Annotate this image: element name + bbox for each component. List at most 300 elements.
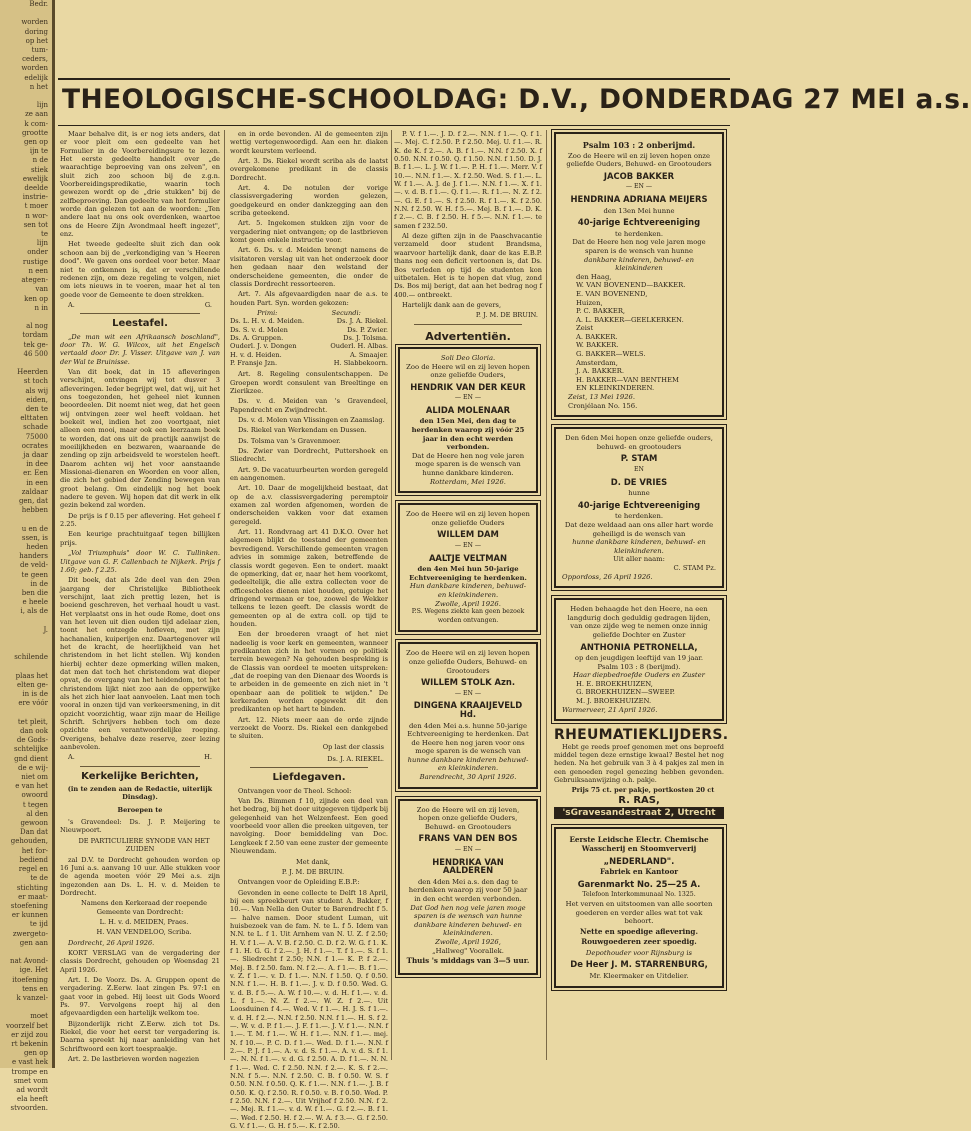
spine-text-line: ela heeft [17, 1095, 48, 1104]
paragraph: Hartelijk dank aan de gevers, [402, 300, 502, 309]
spine-text-line: n het [29, 82, 48, 91]
signature [68, 753, 212, 761]
delegate-secundus: H. Slabbekoorn. [333, 358, 388, 367]
spine-text-line: onder [27, 248, 48, 257]
ad-text: Zoo de Heere wil en zij leven hopen onze geliefde Ouders [406, 510, 530, 527]
spine-text-line: tordam [22, 331, 48, 340]
delegates-row [230, 351, 388, 359]
spine-text-line: schilende [14, 653, 48, 662]
ad-conjunction: — EN — [454, 542, 482, 549]
paragraph: „De man wit een Afrikaansch boschland", door Th. W. G. Wilcox, uit het Engelsch vertaald door Dr. J. Visser. Uitgave van J. van der Wal te Bruinisse. [60, 332, 220, 366]
delegates-table [230, 309, 388, 367]
ad-motto: Psalm 103 : 2 onberijmd. [582, 140, 696, 150]
rheumatiek-price: Prijs 75 ct. per pakje, portkosten 20 ct [571, 786, 715, 795]
paragraph: L. H. v. d. MEIDEN, Praes. [99, 917, 189, 926]
delegate-primus: P. Fransje Jzn. [230, 358, 278, 367]
ad-name: De Heer J. M. STARRENBURG, [570, 959, 708, 970]
beroepen-title: Beroepen te [117, 805, 163, 814]
paragraph: Dit boek, dat als 2de deel van den 29en jaargang der Christelijke Bibliotheek verschijnt, laat zich prettig lezen, het is boeiend geschreven, het verhaal houdt u vast. Het verplaatst ons in het oude Rome, doet ons van het leven uit dien ouden tijd adelaar zien, toont het ontzegde hofleven, met zijn hachanalien, kuiperijen enz. Daartegenover wil het de kracht, de heerlijkheid van het christendom in het licht stellen. Wij konden hierbij echter deze opmerking willen maken, dat men dat toch het christendom wat dieper opvat, de overgang van het heidendom, tot het christendom lijkt niet zoo aan de opperwijke als het zich hier laat aanvoelen. Laat men toch vooral in onzen tijd van verkeersmening, in dit opzicht voorzichtig, waar zijn maar de Heilige Schrift. Schrijvers hebben toch om deze opzichte een verantwoordelijke roeping. Overigens, behalve deze reserve, zeer lezing aanbevolen. [60, 576, 220, 752]
spine-text-line: Heerden [17, 368, 48, 377]
paragraph: 's Gravendeel: Ds. J. P. Meijering te Nieuwpoort. [60, 818, 220, 835]
intro-article [60, 130, 220, 309]
spine-text-line [0, 948, 52, 957]
column-separator [224, 130, 225, 1060]
paragraph: Ontvangen voor de Theol. School: [238, 786, 352, 795]
spine-text-line: stoefening [10, 901, 48, 910]
spine-text-line: stvoorden. [10, 1104, 48, 1113]
paragraph: De prijs is f 0.15 per aflevering. Het geheel f 2.25. [60, 511, 220, 529]
delegate-primus: Ouderl. J. v. Dongen [230, 342, 297, 351]
rheumatiek-title: RHEUMATIEKLIJDERS. [554, 727, 729, 744]
column-1 [60, 130, 220, 1064]
spine-text-line: te geen [21, 570, 48, 579]
spine-text-line: t moer [24, 202, 48, 211]
newspaper-page [58, 0, 971, 1131]
delegates-row [230, 342, 388, 350]
spine-text-line [0, 709, 52, 718]
ad-place: Zeist, 13 Mei 1926. [568, 393, 636, 402]
spine-text-line: ze aan [25, 110, 48, 119]
spine-text-line: ocrates [21, 441, 48, 450]
ad-text: Zoo de Heere wil en zij leven, hopen onze geliefde Ouders, Behuwd- en Grootouders [416, 805, 520, 831]
spine-text-line: tens en [22, 984, 48, 993]
spine-text-line [0, 617, 52, 626]
advertisement-van-den-bos [398, 799, 538, 975]
ad-text: Den 6den Mei hopen onze geliefde ouders, behuwd- en grootouders [565, 434, 713, 451]
leestafel-title: Leestafel. [112, 318, 168, 330]
spine-text-line: de e wij- [18, 763, 48, 772]
advertisement-van-der-keur [398, 347, 538, 493]
spine-text-line [0, 92, 52, 101]
family-member: den Haag, [576, 272, 612, 281]
paragraph: KORT VERSLAG van de vergadering der classis Dordrecht, gehouden op Woensdag 21 April 1926. [60, 948, 220, 974]
ad-place: Oppordoss, 26 April 1926. [562, 572, 653, 581]
ad-place: Warmerveer, 21 April 1926. [562, 705, 658, 714]
ad-address: Garenmarkt No. 25—25 A. [577, 878, 701, 889]
spine-text-line [0, 663, 52, 672]
paragraph: Art. 10. Daar de mogelijkheid bestaat, dat op de a.v. classisvergadering peremptoir examen zal worden afgenomen, worden de onderscheiden vakken voor dat examen geregeld. [230, 484, 388, 526]
ad-highlight: 40-jarige Echtvereeniging [577, 217, 701, 228]
spine-text-line: rustige [22, 257, 48, 266]
ad-place: Zwolle, April 1926. [435, 599, 501, 608]
delegate-secundus: Ds. P. Zwier. [347, 325, 388, 334]
ad-text: Fabriek en Kantoor [599, 867, 679, 877]
spine-text-line: gen aan [19, 938, 48, 947]
ad-place: Cronjélaan No. 156. [568, 401, 638, 410]
spine-text-line: sen tot [23, 220, 48, 229]
spine-text-line: J. [43, 625, 48, 634]
spine-text-line: stiek [30, 165, 48, 174]
delegates-header-primi: Primi: [257, 308, 278, 317]
spine-text-line: de veld- [19, 561, 48, 570]
headline: THEOLOGISCHE-SCHOOLDAG: D.V., DONDERDAG 27 MEI a.s. [62, 84, 971, 115]
ad-conjunction: — EN — [454, 394, 482, 402]
signature-left: A. [68, 300, 75, 309]
ad-text: Dat de Heere hen nog vele jaren moge sparen is de wensch van hunne [572, 238, 706, 255]
signature [68, 301, 212, 309]
ad-family-list [562, 273, 716, 393]
delegates-row [230, 326, 388, 334]
paragraph: Al deze giften zijn in de Paaschvacantie verzameld door student Brandsma, waarvoor hartelijk dank, daar de kas E.B.P. thans nog een deficit vertoonen is, dat Ds. Bos verleden op tijd de studenten kon uitbetalen. Het is te hopen dat vlug, zond Ds. Bos mij berigt, dat aan het bedrag nog f 400.— ontbreekt. [394, 232, 542, 299]
spine-text-line: plaas het [15, 671, 48, 680]
spine-text-line: ige. Het [19, 966, 48, 975]
paragraph: Ds. v. d. Meiden van 's Gravendeel, Papendrecht en Zwijndrecht. [230, 397, 388, 414]
spine-text-line: er kunnen [11, 911, 48, 920]
family-member: G. BROEKHUIZEN—SWEEP. [576, 688, 675, 697]
ad-name: HENDRIKA VAN AALDEREN [432, 856, 504, 876]
top-rule [58, 78, 730, 80]
family-member: W. BAKKER. [576, 341, 619, 350]
ad-text: Dat de Heere hen nog vele jaren moge sparen is de wensch van hunne dankbare kinderen. [411, 451, 525, 478]
spine-text-line: st toch [23, 377, 48, 386]
ad-name: ANTHONIA PETRONELLA, [580, 641, 698, 652]
spine-text-line: het for- [21, 846, 48, 855]
ad-note: P.S. Wegens ziekte kan geen bezoek worden ontvangen. [411, 608, 525, 624]
family-member: A. L. BAKKER—GEELKERKEN. [576, 315, 684, 324]
delegates-row [230, 359, 388, 367]
family-member: Zeist [576, 324, 594, 333]
paragraph: Ds. Riekel van Werkendam en Dussen. [238, 426, 367, 435]
family-member: Huizen, [576, 298, 603, 307]
paragraph: Art. 7. Als afgevaardigden naar de a.s. te houden Part. Syn. worden gekozen: [230, 290, 388, 307]
leestafel-article [60, 333, 220, 762]
spine-text-line [0, 359, 52, 368]
advertisement-rheumatiek [554, 727, 729, 819]
ad-text: hunne dankbare kinderen, behuwd- en kleinkinderen. [572, 538, 706, 555]
spine-text-line: tet pleit, [17, 717, 48, 726]
paragraph: Een keurige prachtuitgaaf tegen billijken prijs. [60, 530, 220, 547]
spine-text-line: tek ge- [23, 340, 48, 349]
ad-text: Psalm 103 : 8 (berijmd). [597, 662, 681, 671]
signature-right: G. [204, 300, 212, 309]
ad-name: DINGENA KRAAIJEVELD Hd. [413, 700, 523, 719]
ad-name: „NEDERLAND". [603, 855, 675, 866]
spine-text-line: gen op [23, 1049, 48, 1058]
spine-text-line: trompe en [11, 1067, 48, 1076]
paragraph: Dordrecht, 26 April 1926. [68, 938, 155, 947]
rheumatiek-address: 'sGravesandestraat 2, Utrecht [554, 807, 724, 819]
ad-name: WILLEM DAM [437, 529, 499, 540]
ad-phone: Telefoon Interkommunaal No. 1325. [582, 891, 696, 899]
spine-text-line: n in [34, 303, 48, 312]
ad-conjunction: — EN — [454, 846, 482, 854]
ad-name: HENDRIK VAN DER KEUR [410, 381, 526, 392]
delegate-secundus: Ds. J. Tolsma. [343, 333, 388, 342]
delegates-row [230, 334, 388, 342]
divider [250, 767, 368, 768]
kerkelijke-subtitle: (in te zenden aan de Redactie, uiterlijk Dinsdag). [67, 785, 213, 802]
spine-text-line: er. Een [23, 469, 48, 478]
spine-text-line [0, 1003, 52, 1012]
paragraph: Art. 9. De vacatuurbeurten worden geregeld en aangenomen. [230, 465, 388, 483]
spine-text-line: heden [26, 542, 48, 551]
signature: P. J. M. DE BRUIN. [475, 311, 538, 320]
liefdegaven-title: Liefdegaven. [272, 772, 346, 784]
paragraph: Gevonden in eene collecte te Delft 18 April, bij een spreekbeurt van student A. Bakker, f 10.—. Van Nella den Outer te Barendrecht f 5.— halve namen. Door student Luman, uit huisbezoek van de fam. N. te L. f 5. Idem van N.N. te L. f 1. Uit Arnhem van N. U. Z. f 2.50; H. V. f 1.— A. V. B. f 2.50. C. D. f 2. W. G. f 1. K. f 1. H. G. G. f 2.—. J. H. f 1.—. T. f 1.—. S. f 1.—. Sliedrecht f 2.50; N.N. f 1.— K. P. f 2.—. Mej. B. f 2.50. fam. N. f 2.—. A. f 1.—. B. f 1.—. v. Z. f 1.—. v. D. f 1.—. N.N. f 1.50. Q. f 0.50. N.N. f 1.—. H. B. f 1.—. J. v. D. f 0.50. Wed. G. v. d. B. f 5.—. A. W. f 10.—. v. d. H. f 1.—. v. d. L. f 1.—. N. Z. f 2.—. W. Z. f 2.—. Uit Loosduinen f 4.—. Wed. V. f 1.—. H. J. S. f 1.—. v. d. H. f 2.—. N.N. f 2.50. N.N. f 1.—. H. S. f 2.—. W. v. d. P. f 1.—. J. F. f 1.—. J. V. f 1.—. N.N. f 1.—. T. M. f 1.—. W. H. f 1.—. N.N. f 1.—. mej. N. f 10.—. P. C. D. f 1.—. Wed. D. f 1.—. N.N. f 2.—. P. J. f 1.—. A. v. d. S. f 1.—. A. v. d. S. f 1.—. N. N. f 1.—. v. d. G. f 2.50. A. D. f 1.—. N. N. f 1.—. Wed. C. f 2.50. N.N. f 2.—. K. S. f 2.—. N.N. f 5.—. N.N. f 2.50. C. B. f 0.50. W. S. f 0.50. N.N. f 0.50. Q. K. f 1.—. N.N. f 1.—. J. B. f 0.50. K. Q. f 2.50. R. f 0.50. v. B. f 0.50. Wed. P. f 2.50. N.N. f 2.—. Uit Vrijhof f 2.50. N.N. f 2.—. Mej. R. f 1.—. v. d. W. f 1.—. G. f 2.—. B. f 1.—. Wed. f 2.50. H. f 2.—. W. A. f 3.—. G. f 2.50. G. V. f 1.—. G. H. f 5.—. K. f 2.50. [230, 888, 388, 1131]
spine-text-line: ategen- [21, 276, 48, 285]
family-member: H. E. BROEKHUIZEN, [576, 679, 653, 688]
spine-text-line: zwergeto- [12, 929, 48, 938]
family-member: EN KLEINKINDEREN. [576, 384, 655, 393]
spine-text-line: regel en [18, 865, 48, 874]
delegate-primus: Ds. A. Gruppen. [230, 333, 284, 342]
ad-name: ALIDA MOLENAAR [425, 404, 511, 415]
delegates-header-secundi: Secundi: [331, 308, 361, 317]
spine-text-line: te [41, 230, 48, 239]
spine-text-line: n de [32, 156, 48, 165]
delegate-primus: Ds. S. v. d. Molen [230, 325, 288, 334]
spine-text-line: in is de [22, 690, 48, 699]
ad-conjunction: — EN — [454, 689, 482, 697]
family-member: Amsterdam, [576, 358, 618, 367]
paragraph: zal D.V. te Dordrecht gehouden worden op 16 Juni a.s. aanvang 10 uur. Alle stukken voor de agenda moeten vóór 29 Mei a.s. zijn ingezonden aan Ds. L. H. v. d. Meiden te Dordrecht. [60, 855, 220, 897]
column-4 [550, 130, 728, 1060]
spine-text-line: dan ook [19, 727, 48, 736]
spine-text-line: op het [25, 36, 48, 45]
spine-text-line: zaldaar [21, 487, 48, 496]
ad-text: te herdenken. [615, 229, 663, 238]
spine-text-line: ad wordt [16, 1085, 48, 1094]
ad-place: Rotterdam, Mei 1926. [430, 477, 506, 486]
ad-text: Dat God hen nog vele jaren moge sparen is de wensch van hunne dankbare kinderen behuwd- en kleinkinderen. [410, 903, 526, 938]
spine-text-line: i, als de [20, 607, 48, 616]
delegate-primus: H. v. d. Heiden. [230, 350, 282, 359]
signature: Ds. J. A. RIEKEL. [327, 755, 384, 764]
ad-name: FRANS VAN DEN BOS [418, 833, 518, 844]
advertisement-bakker [554, 132, 724, 417]
paragraph: Art. 3. Ds. Riekel wordt scriba als de laatst overgekomene predikant in de classis Dordrecht. [230, 157, 388, 182]
ad-name: HENDRINA ADRIANA MEIJERS [570, 193, 708, 204]
column-separator [546, 130, 547, 1060]
ad-text: Dat deze weldaad aan ons aller hart worde geheiligd is de wensch van [564, 520, 714, 538]
spine-text-line: e van het [15, 782, 48, 791]
spine-text-line: te ijd [29, 920, 48, 929]
paragraph: Met dank, [296, 857, 330, 866]
ad-text: Hun dankbare kinderen, behuwd- en kleinkinderen. [409, 582, 527, 599]
spine-text-line: rt bekenin [11, 1039, 48, 1048]
ad-text: hunne [628, 489, 650, 498]
spine-text-line: als wij [25, 386, 48, 395]
spine-text-line: Dan dat [20, 828, 48, 837]
family-member: A. BAKKER. [576, 332, 618, 341]
paragraph: Ds. Tolsma van 's Gravenmoer. [238, 436, 341, 445]
divider [80, 313, 200, 314]
spine-text-line: gnd dient [14, 754, 48, 763]
spine-text-line: van [35, 285, 48, 294]
family-member: G. BAKKER—WELS. [576, 350, 646, 359]
spine-text-line: al den [26, 809, 48, 818]
rheumatiek-text: Hebt ge reeds proef genomen met ons beproefd middel tegen deze ernstige kwaal? Bestel het nog heden. Na het gebruik van 3 à 4 pakjes zal men in een genoeden regel genezing hebben gevonden. Gebruiksaanwijzing o.h. pakje. [554, 742, 724, 784]
headline-rule [58, 125, 730, 126]
paragraph: „Vol Triumphuis" door W. C. Tullinken. Uitgave van G. F. Callenbach te Nijkerk. Prijs f 1.60; geb. f 2.25. [60, 549, 220, 574]
spine-text-line: elten ge- [16, 681, 48, 690]
spine-text-line: Bedr. [29, 0, 48, 8]
spine-text-line: eiden, [26, 395, 48, 404]
spine-text-line: ja daar [23, 450, 48, 459]
spine-text-line: e heele [22, 598, 48, 607]
advertisement-dam [398, 503, 538, 632]
spine-text-line: 75000 [25, 432, 48, 441]
ad-text: Depothouder voor Rijnsburg is [585, 948, 693, 957]
paragraph: Namens den Kerkeraad der roepende Gemeente van Dordrecht: [81, 899, 207, 916]
ad-conjunction: — EN — [625, 183, 653, 191]
spine-text-line: schtelijke [13, 745, 48, 754]
paragraph: Art. 6. Ds. v. d. Meiden brengt namens de visitatoren verslag uit van het onderzoek door hen gedaan naar den welstand der onderscheidene gemeenten, die onder de classis Dordrecht ressorteeren. [230, 246, 388, 288]
delegate-secundus: A. Smaajer. [349, 350, 388, 359]
spine-text-line: lijn [36, 239, 48, 248]
ad-name: WILLEM STOLK Azn. [420, 677, 516, 688]
ad-text: op den jeugdigen leeftijd van 19 jaar. [574, 654, 704, 663]
paragraph: DE PARTICULIERE SYNODE VAN HET ZUIDEN [78, 836, 210, 854]
advertenties-title: Advertentiën. [425, 329, 511, 343]
paragraph: Een der broederen vraagt of het niet nadeelig is voor kerk en gemeenten, wanneer predikanten zich in het vormen op politiek terrein bewegen? Na gehouden bespreking is de Classis van oordeel te moeten uitspreken: „dat de roeping van den Dienaar des Woords is te arbeiden in de gemeente en zich niet in 't openbaar aan de politiek te wijden." De kerkeraden worden opgewekt dit den predikanten op het hart te binden. [230, 630, 388, 714]
advertisement-stam [554, 427, 724, 588]
spine-text-line: niet om [21, 773, 48, 782]
ad-text: den 15en Mei, den dag te herdenken waarop zij vóór 25 jaar in den echt werden verbonden. [411, 417, 525, 452]
ad-name: AALTJE VELTMAN [428, 552, 508, 563]
spine-text-line: de Gods- [16, 736, 48, 745]
spine-text-line: nat Avond- [9, 957, 48, 966]
paragraph: Art. 12. Niets meer aan de orde zijnde verzoekt de Voorz. Ds. Riekel een dankgebed te sluiten. [230, 715, 388, 741]
spine-text-line: instrie- [22, 193, 48, 202]
paragraph: Bijzonderlijk richt Z.Eerw. zich tot Ds. Riekel, die voor het eerst ter vergadering is. Daarna spreekt hij naar aanleiding van het Schriftwoord een kort toespraakje. [60, 1019, 220, 1053]
spine-text-line: moet [30, 1012, 48, 1021]
ad-text: Eerste Leidsche Electr. Chemische Wasscherij en Stoomververij [569, 835, 709, 853]
ad-highlight: 40-jarige Echtvereeniging [577, 499, 701, 510]
spine-text-line: e vast hek [11, 1058, 48, 1067]
spine-text-line: schade [23, 423, 48, 432]
column-2 [230, 130, 388, 1131]
spine-text-line: ijn te [29, 147, 48, 156]
spine-text-line: n wor- [25, 211, 48, 220]
paragraph: Ontvangen voor de Opleiding E.B.P.: [238, 878, 360, 887]
paragraph: Art. 11. Rondvraag art 41 D.K.O. Over het algemeen blijkt de toestand der gemeenten bevredigend. Verschillende gemeenten vragen advies in sommige zaken, betreffende de classis wordt gegeven. Een te ondert. maakt de opmerking, dat er, naar het hem voorkomt, gedeeltelijk, die alle extra collecten voor de officescholes dienen niet houden, getuige het dringend vermaan er toe, zoowel de Wekker telkens te lezen geeft. De classis wordt de gemeenten op al de extra coll. op tijd te houden. [230, 528, 388, 628]
ad-place: „Hallweg" Voorallek. [432, 946, 504, 955]
spine-text-line: k com- [24, 119, 48, 128]
spine-text-line: elttaten [20, 414, 48, 423]
column-3 [394, 130, 542, 1060]
ad-name: JACOB BAKKER [603, 170, 675, 181]
spine-text-line: n een [28, 266, 48, 275]
spine-text-line: in een [26, 478, 48, 487]
family-member: W. VAN BOVENEND—BAKKER. [576, 281, 686, 290]
spine-text-line: in de [30, 579, 48, 588]
spine-text-line: gehouden, [10, 837, 48, 846]
paragraph: P. J. M. DE BRUIN. [281, 867, 345, 876]
ad-conjunction: EN [634, 466, 644, 473]
ad-text: Het verven en uitstoomen van alle soorten goederen en verder alles wat tot vak behoort. [565, 899, 713, 926]
paragraph: Art. 8. Regeling consulentschappen. De Groepen wordt consulent van Breeltinge en Zierikzee. [230, 370, 388, 395]
spine-text-line: ken op [24, 294, 48, 303]
spine-text-line [0, 635, 52, 644]
ad-text: Zoo de Heere wil en zij leven hopen onze geliefde Ouders, Behuwd- en Grootouders [566, 151, 712, 169]
ad-place: Zwolle, April 1926, [435, 937, 501, 946]
spine-text-line: 46 500 [23, 349, 48, 358]
spine-text-line: handers [19, 552, 48, 561]
advertisement-broekhuizen [554, 598, 724, 721]
signature-left: A. [68, 753, 75, 762]
paragraph: Het tweede gedeelte sluit zich dan ook schoon aan bij de „verkondiging van 's Heeren dood". We gaven ons oordeel voor beter. Maar niet te ontkennen is, dat er verschillende redenen zijn, om deze regeling te volgen, niet om iets nieuws in te voeren, maar het al ten goede voor de Gemeente te doen strekken. [60, 240, 220, 299]
spine-text-line [0, 313, 52, 322]
ad-text: Nette en spoedige aflevering. [580, 926, 698, 936]
spine-text-line: deelde [24, 184, 48, 193]
family-member: H. BAKKER—VAN BENTHEM [576, 375, 679, 384]
spine-text-line: owoord [21, 791, 48, 800]
spine-text-line: gewoon [20, 819, 48, 828]
spine-text-line: er maat- [18, 892, 48, 901]
paragraph: Ds. v. d. Molen van Vlissingen en Zaamslag. [238, 416, 385, 424]
ad-name: P. STAM [620, 453, 658, 464]
ad-text: Mr. Kleermaker en Uitdelier. [589, 972, 689, 981]
ad-text: Uit aller naam: [613, 555, 665, 564]
spine-text-line: er zijd zou [11, 1030, 48, 1039]
ad-text: hunne dankbare kinderen behuwd- en kleinkinderen. [407, 755, 529, 773]
spine-text-line: hebben [21, 506, 48, 515]
spine-text-line [0, 644, 52, 653]
paragraph: Art. 2. De lastbrieven worden nagezien [68, 1055, 200, 1064]
ad-text: Zoo de Heere wil en zij leven hopen onze geliefde Ouders, [406, 362, 530, 380]
paragraph: Art. I. De Voorz. Ds. A. Gruppen opent de vergadering. Z.Eerw. laat zingen Ps. 97:1 en gaat voor in gebed. Hij leest uit Gods Woord Ps. 97. Vervolgens roept hij al den afgevaardigden een hartelijk welkom toe. [60, 975, 220, 1018]
ad-text: den 4en Mei hun 50-jarige Echtvereeniging te herdenken. [409, 565, 527, 582]
signature: Op last der classis [322, 742, 384, 751]
spine-text-line [0, 515, 52, 524]
advertisement-wasscherij [554, 827, 724, 987]
signature-right: H. [204, 753, 212, 762]
ad-text: Zoo de Heere wil en zij leven hopen onze geliefde Ouders, Behuwd- en Grootouders [406, 649, 530, 675]
family-member: M. J. BROEKHUIZEN. [576, 697, 652, 706]
kerkelijke-title: Kerkelijke Berichten, [81, 770, 199, 782]
column-separator [391, 130, 392, 1060]
spine-text-line [0, 9, 52, 18]
spine-text-line: voorzelf bet [5, 1021, 48, 1030]
spine-text-line: gen op [23, 138, 48, 147]
paragraph: Van dit boek, dat in 15 afleveringen verschijnt, ontvingen wij tot dusver 3 afleveringen. Ieder begrijpt wel, dat wij, uit het ons toegezonden, het geheel niet kunnen beoordeelen. Dit noemt niet weg, dat het geen wij ontvingen zeer wel heeft voldaan. het boekeit wel, indien het zoo voortgaat, niet alleen een mooi, maar ook een leerzaam boek te worden, dat ons uit de practijk aanwijst de moeilijkheden en bezwaren, waaraande de zending op zijn arbeidsveld te worstelen heeft. Daarom achten wij het voor aanstaande Missionai-dienaren en Woorden en voor allen, die zich het gebied der Zending bewegen van groot belang. Om eindelijk nog het boek nadere te geven. Wij hopen dat dit werk in elk gezin bekend zal worden. [60, 367, 220, 510]
ad-signature: C. STAM Pz. [673, 563, 716, 572]
ad-note: Thuis 's middags van 3—5 uur. [406, 956, 530, 966]
ad-text: Heden behaagde het den Heere, na een langdurig doch geduldig gedragen lijden, van onze zijde weg te nemen onze innig geliefde Dochter en Zuster [567, 605, 711, 639]
delegates-row [230, 317, 388, 325]
spine-text-line: u en de [21, 524, 48, 533]
ad-text: den 4den Mei a.s. hunne 50-jarige Echtvereeniging te herdenken. Dat de Heere hen nog jaren voor ons moge sparen is de wensch van [407, 721, 529, 756]
delegate-secundus: Ds. J. A. Riekel. [336, 317, 388, 326]
paragraph: H. VAN VENDELOO, Scriba. [96, 928, 192, 937]
spine-text-line: worden [21, 18, 48, 27]
paragraph: P. V. f 1.—. J. D. f 2.—. N.N. f 1.—. Q. f 1.—. Mej. C. f 2.50. P. f 2.50. Mej. U. f 1.—. R. K. de K. f 2.—. A. B. f 1.—. N.N. f 2.50. X. f 0.50. N.N. f 0.50. Q. f 1.50. N.N. f 1.50. D. J. B. f 1.—. L. J. W. f 1.—. P. H. f 1.—. Merr. V. f 10.—. N.N. f 1.—. X. f 2.50. Wed. S. f 1.—. L. W. f 1.—. A. J. de J. f 1.—. N.N. f 1.—. X. f 1.—. v. d. B. f 1.—. Q. f 1.—. R. f 1.—. N. Z. f 2.—. G. E. f 1.—. S. f 2.50. R. f 1.—. K. f 2.50. N.N. f 2.50. W. H. f 5.—. Mej. B. f 1.—. D. K. f 2.—. C. B. f 2.50. H. f 5.—. N.N. f 1.—. te samen f 232.50. [394, 130, 542, 230]
ad-family-list [562, 680, 716, 706]
spine-text-line: te de [30, 874, 48, 883]
spine-text-line: smet vom [13, 1076, 48, 1085]
spine-text-line: in dee [26, 460, 48, 469]
spine-text-line: al nog [26, 322, 48, 331]
spine-text-line: ere vóór [18, 699, 48, 708]
ad-text: Haar diepbedroefde Ouders en Zuster [573, 671, 705, 680]
spine-text-line: lijn [36, 101, 48, 110]
ad-name: D. DE VRIES [610, 476, 668, 487]
spine-text-line: ssen, is [21, 533, 48, 542]
spine-text-line: bediend [19, 855, 48, 864]
ad-motto: Soli Deo Gloria. [440, 353, 496, 362]
spine-text-line: t tegen [22, 800, 48, 809]
delegate-primus: Ds. L. H. v. d. Meiden. [230, 317, 305, 326]
paragraph: en in orde bevonden. Al de gemeenten zijn wettig vertegenwoordigd. Aan een hr. diaken wordt keurstem verleend. [230, 130, 388, 155]
spine-text-line: stichting [16, 883, 48, 892]
ad-text: Rouwgoederen zeer spoedig. [581, 937, 697, 947]
spine-text-line: ceders, [22, 55, 48, 64]
paragraph: Ds. Zwier van Dordrecht, Puttershoek en Sliedrecht. [230, 447, 388, 464]
ad-text: dankbare kinderen, behuwd- en kleinkinderen [584, 255, 694, 273]
divider [414, 324, 522, 325]
ad-text: den 13en Mei hunne [603, 206, 675, 215]
